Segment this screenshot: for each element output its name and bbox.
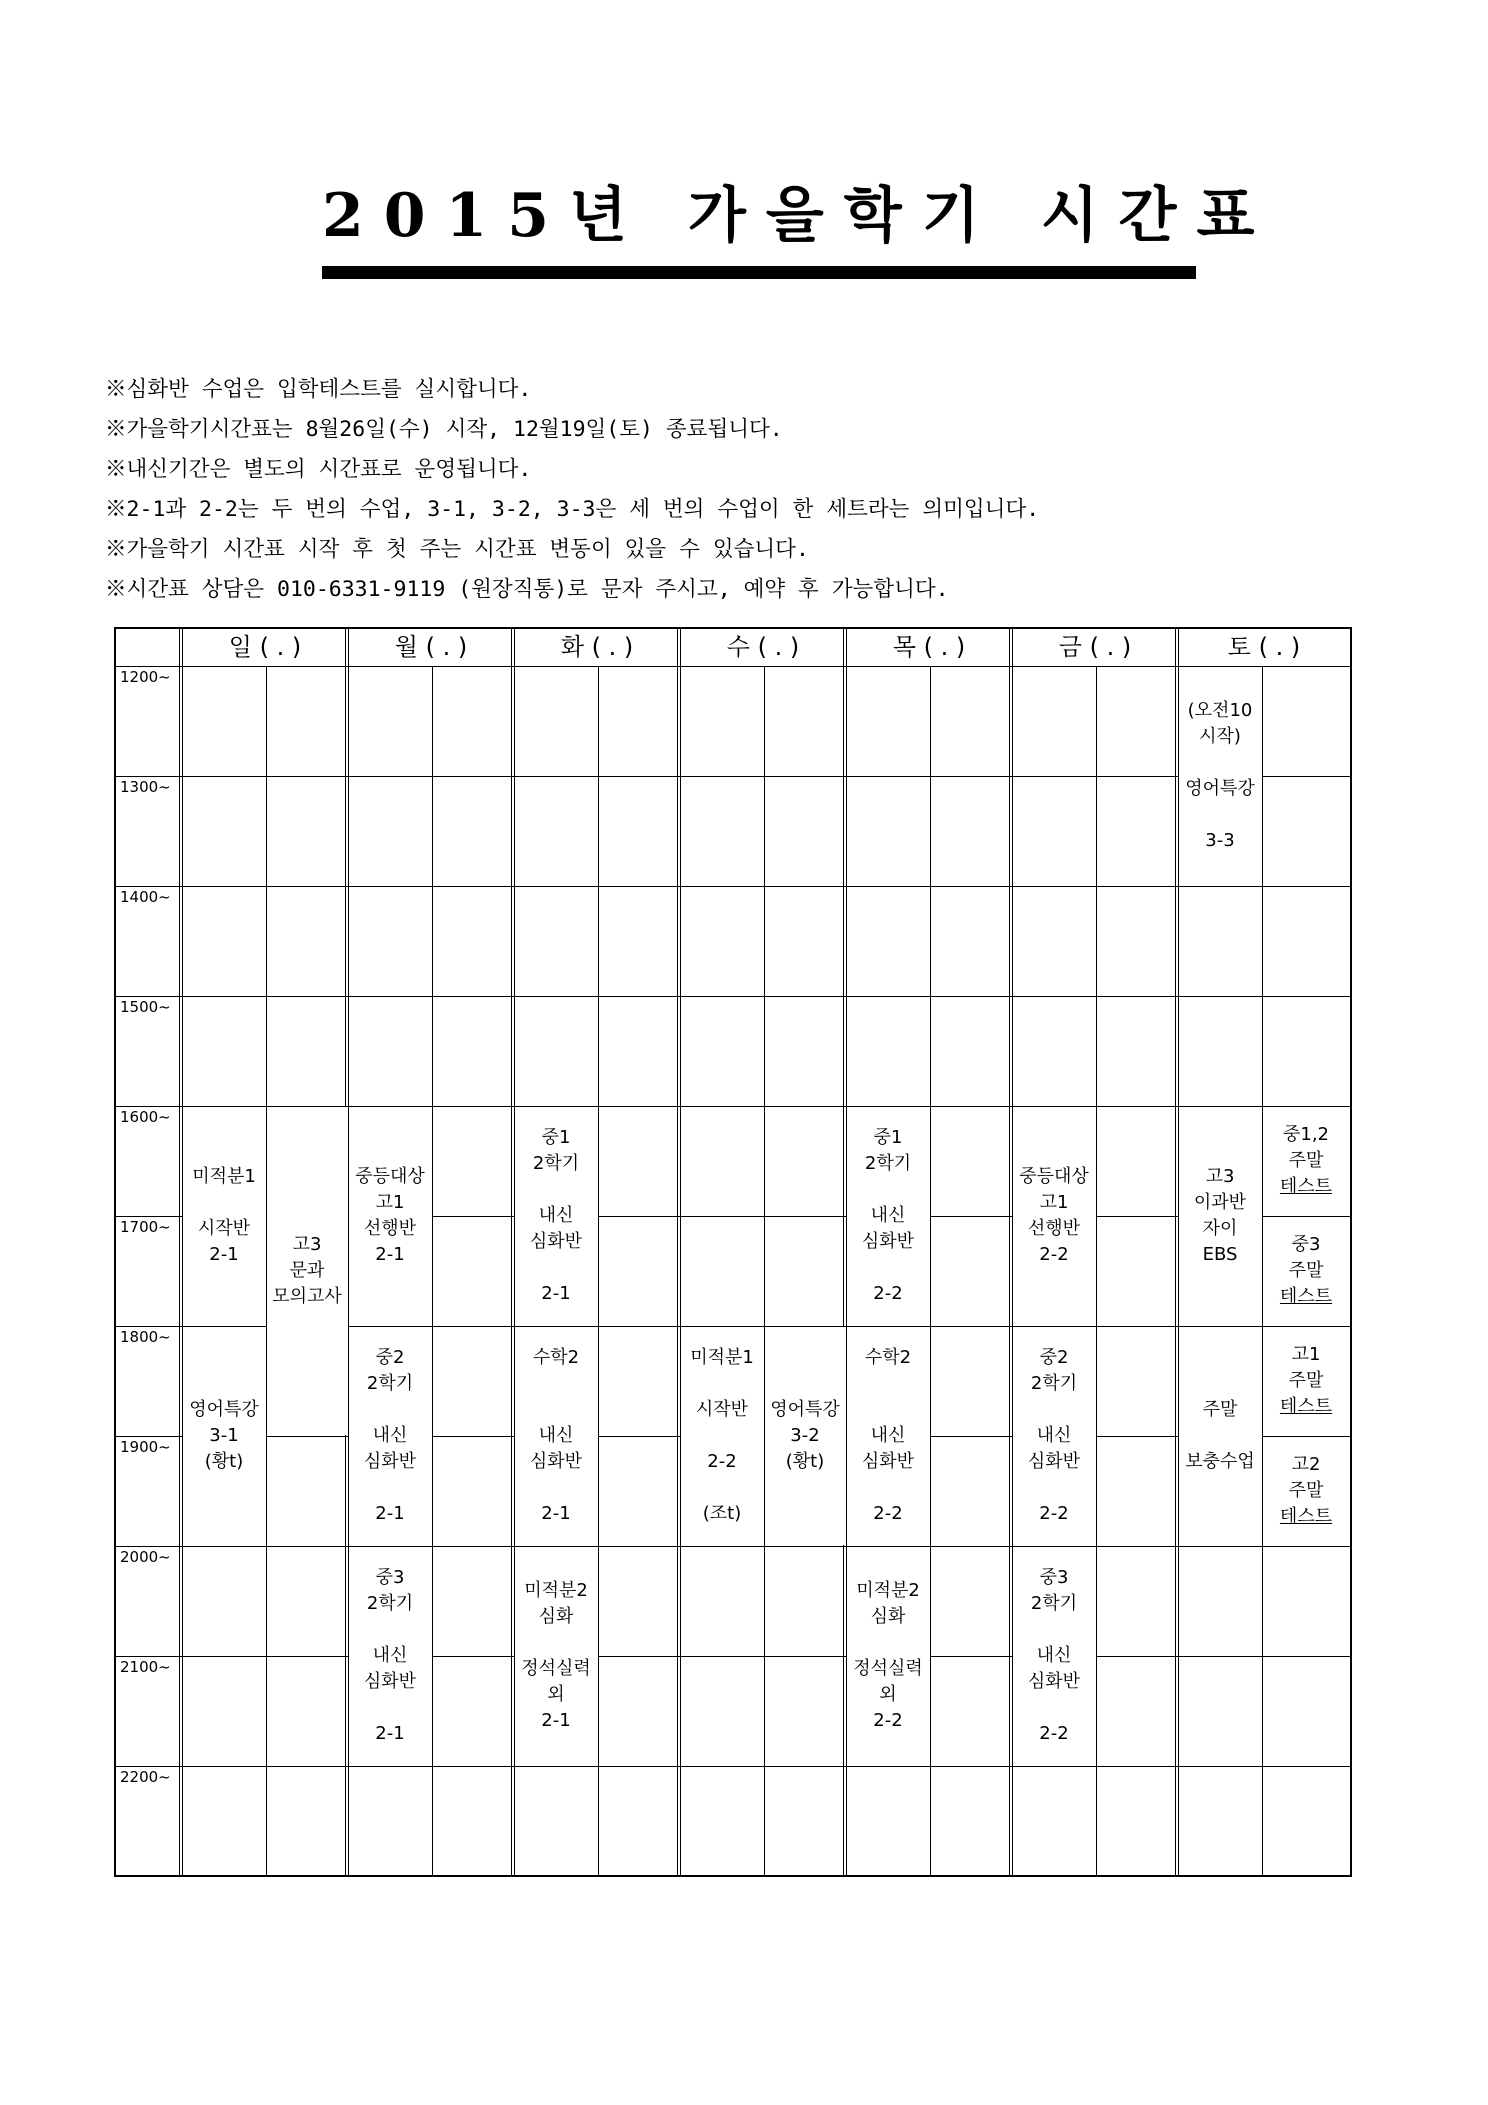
class-text: 2학기 xyxy=(532,1153,580,1174)
class-cell xyxy=(1263,1437,1349,1545)
sub-column-divider xyxy=(1096,666,1097,1875)
class-text xyxy=(553,1475,559,1501)
class-text: 2-1 xyxy=(375,1244,405,1265)
class-cell xyxy=(1013,1327,1095,1545)
class-text: 심화반 xyxy=(363,1451,417,1472)
row-divider xyxy=(930,1106,1012,1107)
row-divider xyxy=(598,1546,680,1547)
title-underline xyxy=(322,266,1196,279)
class-text: 2학기 xyxy=(366,1593,414,1614)
class-text xyxy=(387,1695,393,1721)
row-divider xyxy=(182,776,266,777)
class-text: 2-1 xyxy=(541,1710,571,1731)
row-divider xyxy=(116,1436,182,1437)
day-header: 일 ( . ) xyxy=(228,633,302,661)
row-divider xyxy=(680,776,764,777)
row-divider xyxy=(764,776,846,777)
class-text: 2-2 xyxy=(1039,1503,1069,1524)
class-text: 문과 xyxy=(289,1260,325,1281)
class-cell xyxy=(1263,1327,1349,1435)
class-text: 2-1 xyxy=(375,1723,405,1744)
row-divider xyxy=(432,1656,514,1657)
day-column-divider xyxy=(1175,629,1176,1875)
class-cell xyxy=(349,1547,431,1765)
row-divider xyxy=(680,886,764,887)
class-text: 심화반 xyxy=(1027,1451,1081,1472)
class-text: 중1 xyxy=(541,1127,571,1148)
class-text: 2-2 xyxy=(873,1283,903,1304)
row-divider xyxy=(598,1656,680,1657)
row-divider xyxy=(432,776,514,777)
class-cell xyxy=(765,1327,845,1545)
class-text: 모의고사 xyxy=(272,1286,342,1307)
row-divider xyxy=(930,1766,1012,1767)
row-divider xyxy=(846,886,930,887)
class-text: 수학2 xyxy=(532,1347,580,1368)
class-text: 정석실력 xyxy=(853,1658,923,1679)
row-divider xyxy=(514,776,598,777)
row-divider xyxy=(930,996,1012,997)
class-text xyxy=(719,1475,725,1501)
row-divider xyxy=(266,1656,348,1657)
class-cell xyxy=(515,1547,597,1765)
row-divider xyxy=(1178,1546,1262,1547)
class-cell xyxy=(267,1107,347,1435)
class-text xyxy=(1051,1695,1057,1721)
class-text: 심화반 xyxy=(529,1231,583,1252)
row-divider xyxy=(116,1766,182,1767)
class-text xyxy=(1217,750,1223,776)
row-divider xyxy=(266,1766,348,1767)
row-divider xyxy=(348,886,432,887)
class-text: 이과반 xyxy=(1193,1192,1247,1213)
class-text: 심화반 xyxy=(861,1231,915,1252)
row-divider xyxy=(432,1766,514,1767)
row-divider xyxy=(1262,1546,1350,1547)
class-cell xyxy=(681,1327,763,1545)
class-text: 중1,2 xyxy=(1282,1124,1329,1145)
class-cell xyxy=(1013,1547,1095,1765)
day-column-divider xyxy=(511,629,512,1875)
class-text: 고2 xyxy=(1291,1454,1321,1475)
class-text: (황t) xyxy=(204,1451,244,1472)
class-text: 미적분1 xyxy=(690,1347,754,1368)
row-divider xyxy=(680,1656,764,1657)
class-text: 심화반 xyxy=(861,1451,915,1472)
day-column-divider xyxy=(1009,629,1010,1875)
class-text: (황t) xyxy=(785,1451,825,1472)
class-text: 테스트 xyxy=(1279,1396,1333,1417)
class-text: 2-1 xyxy=(209,1244,239,1265)
row-divider xyxy=(930,1436,1012,1437)
class-text: 중2 xyxy=(1039,1347,1069,1368)
row-divider xyxy=(1012,1766,1096,1767)
time-label: 1600~ xyxy=(120,1108,171,1126)
notice-item: ※시간표 상담은 010-6331-9119 (원장직통)로 문자 주시고, 예약 후 가능합니다. xyxy=(105,577,949,602)
row-divider xyxy=(182,1656,266,1657)
row-divider xyxy=(182,1546,266,1547)
class-text: 고3 xyxy=(1205,1166,1235,1187)
class-text: 정석실력 xyxy=(521,1658,591,1679)
class-text: (조t) xyxy=(702,1503,742,1524)
row-divider xyxy=(764,1216,846,1217)
row-divider xyxy=(116,996,182,997)
row-divider xyxy=(432,1106,514,1107)
row-divider xyxy=(598,776,680,777)
class-cell xyxy=(1263,1217,1349,1325)
row-divider xyxy=(266,776,348,777)
row-divider xyxy=(432,1326,514,1327)
row-divider xyxy=(348,996,432,997)
class-cell xyxy=(515,1107,597,1325)
class-text xyxy=(221,1190,227,1216)
row-divider xyxy=(930,886,1012,887)
class-cell xyxy=(349,1107,431,1325)
class-text: 3-3 xyxy=(1205,830,1235,851)
notice-item: ※2-1과 2-2는 두 번의 수업, 3-1, 3-2, 3-3은 세 번의 수업이 한 세트라는 의미입니다. xyxy=(105,497,1040,522)
class-cell xyxy=(183,1107,265,1325)
row-divider xyxy=(514,886,598,887)
row-divider xyxy=(1178,1766,1262,1767)
time-label: 1400~ xyxy=(120,888,171,906)
day-column-divider xyxy=(680,629,681,1875)
time-label: 1300~ xyxy=(120,778,171,796)
class-text xyxy=(1217,802,1223,828)
class-text xyxy=(885,1397,891,1423)
class-cell xyxy=(1179,1107,1261,1325)
notice-item: ※심화반 수업은 입학테스트를 실시합니다. xyxy=(105,377,532,402)
sub-column-divider xyxy=(598,666,599,1875)
time-label: 1800~ xyxy=(120,1328,171,1346)
class-text: 3-1 xyxy=(209,1425,239,1446)
class-text: 2학기 xyxy=(1030,1373,1078,1394)
row-divider xyxy=(930,1326,1012,1327)
row-divider xyxy=(514,996,598,997)
class-text: 내신 xyxy=(372,1425,408,1446)
time-label: 2100~ xyxy=(120,1658,171,1676)
row-divider xyxy=(116,886,182,887)
timetable xyxy=(114,627,1352,1877)
row-divider xyxy=(182,886,266,887)
class-text: 고1 xyxy=(1291,1344,1321,1365)
day-header: 금 ( . ) xyxy=(1058,633,1132,661)
row-divider xyxy=(930,776,1012,777)
row-divider xyxy=(764,886,846,887)
row-divider xyxy=(266,996,348,997)
class-text: 중3 xyxy=(1039,1567,1069,1588)
row-divider xyxy=(598,1436,680,1437)
class-text: 심화 xyxy=(870,1606,906,1627)
row-divider xyxy=(1096,1326,1178,1327)
class-text: 2-2 xyxy=(873,1710,903,1731)
row-divider xyxy=(598,886,680,887)
row-divider xyxy=(930,1656,1012,1657)
row-divider xyxy=(1012,886,1096,887)
row-divider xyxy=(182,1766,266,1767)
day-header: 토 ( . ) xyxy=(1227,633,1301,661)
class-text xyxy=(387,1617,393,1643)
class-text: 주말 xyxy=(1288,1480,1324,1501)
row-divider xyxy=(598,1326,680,1327)
notice-list xyxy=(105,370,1305,610)
class-cell xyxy=(847,1547,929,1765)
class-text: 선행반 xyxy=(363,1218,417,1239)
class-text: 테스트 xyxy=(1279,1506,1333,1527)
row-divider xyxy=(598,1106,680,1107)
sub-column-divider xyxy=(764,666,765,1875)
page-title: 2015년 가을학기 시간표 xyxy=(322,181,1275,251)
day-header: 월 ( . ) xyxy=(394,633,468,661)
row-divider xyxy=(1178,1656,1262,1657)
row-divider xyxy=(846,996,930,997)
class-text: 영어특강 xyxy=(1185,778,1255,799)
class-text: 2-2 xyxy=(1039,1723,1069,1744)
row-divider xyxy=(514,1766,598,1767)
class-text: 내신 xyxy=(870,1205,906,1226)
class-text: 2-1 xyxy=(541,1283,571,1304)
class-text: 고1 xyxy=(1039,1192,1069,1213)
row-divider xyxy=(432,996,514,997)
row-divider xyxy=(1096,1436,1178,1437)
class-text xyxy=(719,1371,725,1397)
class-text xyxy=(1051,1617,1057,1643)
class-text: 2-2 xyxy=(1039,1244,1069,1265)
class-text: 내신 xyxy=(1036,1645,1072,1666)
class-text: 중등대상 xyxy=(1019,1166,1089,1187)
class-text: 내신 xyxy=(538,1205,574,1226)
class-text: 심화 xyxy=(538,1606,574,1627)
class-text: 고3 xyxy=(292,1234,322,1255)
class-text: 중2 xyxy=(375,1347,405,1368)
class-text: 중등대상 xyxy=(355,1166,425,1187)
row-divider xyxy=(116,1106,182,1107)
class-cell xyxy=(1013,1107,1095,1325)
class-text: 영어특강 xyxy=(189,1399,259,1420)
row-divider xyxy=(348,1766,432,1767)
notice-item: ※가을학기 시간표 시작 후 첫 주는 시간표 변동이 있을 수 있습니다. xyxy=(105,537,809,562)
row-divider xyxy=(1262,776,1350,777)
class-text xyxy=(553,1371,559,1397)
row-divider xyxy=(1096,1216,1178,1217)
class-text: 고1 xyxy=(375,1192,405,1213)
class-text: 내신 xyxy=(538,1425,574,1446)
row-divider xyxy=(266,1546,348,1547)
class-text: 내신 xyxy=(1036,1425,1072,1446)
row-divider xyxy=(1178,886,1262,887)
class-text: 미적분2 xyxy=(856,1580,920,1601)
day-header: 수 ( . ) xyxy=(726,633,800,661)
class-text xyxy=(553,1177,559,1203)
row-divider xyxy=(1262,1766,1350,1767)
day-header: 목 ( . ) xyxy=(892,633,966,661)
row-divider xyxy=(432,1546,514,1547)
row-divider xyxy=(1096,996,1178,997)
class-text: 주말 xyxy=(1202,1399,1238,1420)
class-text: 시작반 xyxy=(197,1218,251,1239)
time-column-divider xyxy=(179,629,180,1875)
row-divider xyxy=(846,776,930,777)
sub-column-divider xyxy=(930,666,931,1875)
class-text xyxy=(885,1630,891,1656)
class-text: 미적분2 xyxy=(524,1580,588,1601)
class-text: 심화반 xyxy=(529,1451,583,1472)
class-text: 중1 xyxy=(873,1127,903,1148)
notice-item: ※가을학기시간표는 8월26일(수) 시작, 12월19일(토) 종료됩니다. xyxy=(105,417,783,442)
class-text: 미적분1 xyxy=(192,1166,256,1187)
class-cell xyxy=(515,1327,597,1545)
row-divider xyxy=(432,1216,514,1217)
row-divider xyxy=(116,1216,182,1217)
row-divider xyxy=(348,776,432,777)
class-text: 시작) xyxy=(1199,726,1241,747)
class-text: 주말 xyxy=(1288,1370,1324,1391)
class-text: 선행반 xyxy=(1027,1218,1081,1239)
time-label: 1700~ xyxy=(120,1218,171,1236)
row-divider xyxy=(1262,996,1350,997)
class-text xyxy=(719,1423,725,1449)
class-cell xyxy=(183,1327,265,1545)
row-divider xyxy=(1096,1106,1178,1107)
row-divider xyxy=(846,1766,930,1767)
class-cell xyxy=(847,1327,929,1545)
row-divider xyxy=(680,1766,764,1767)
class-text: 3-2 xyxy=(790,1425,820,1446)
time-label: 2000~ xyxy=(120,1548,171,1566)
class-cell xyxy=(847,1107,929,1325)
class-text: 내신 xyxy=(372,1645,408,1666)
row-divider xyxy=(1096,886,1178,887)
class-cell xyxy=(1179,1327,1261,1545)
class-text: 심화반 xyxy=(363,1671,417,1692)
class-text: 보충수업 xyxy=(1185,1451,1255,1472)
row-divider xyxy=(680,996,764,997)
class-text: 중3 xyxy=(1291,1234,1321,1255)
row-divider xyxy=(1096,1766,1178,1767)
class-text: EBS xyxy=(1202,1244,1238,1265)
row-divider xyxy=(432,1436,514,1437)
day-header: 화 ( . ) xyxy=(560,633,634,661)
class-text: 심화반 xyxy=(1027,1671,1081,1692)
row-divider xyxy=(680,1216,764,1217)
time-label: 1200~ xyxy=(120,668,171,686)
row-divider xyxy=(1096,776,1178,777)
row-divider xyxy=(680,1106,764,1107)
row-divider xyxy=(598,996,680,997)
row-divider xyxy=(598,1216,680,1217)
row-divider xyxy=(266,1436,348,1437)
row-divider xyxy=(1096,1546,1178,1547)
day-column-divider xyxy=(677,629,678,1875)
class-text xyxy=(553,1630,559,1656)
class-text: 2-2 xyxy=(873,1503,903,1524)
class-text: 수학2 xyxy=(864,1347,912,1368)
class-text: 테스트 xyxy=(1279,1286,1333,1307)
row-divider xyxy=(764,1106,846,1107)
row-divider xyxy=(1096,1656,1178,1657)
row-divider xyxy=(930,1546,1012,1547)
header-divider xyxy=(116,666,1350,667)
class-text: 영어특강 xyxy=(770,1399,840,1420)
class-text xyxy=(553,1255,559,1281)
row-divider xyxy=(764,996,846,997)
row-divider xyxy=(266,886,348,887)
class-text: 2학기 xyxy=(1030,1593,1078,1614)
class-text: 주말 xyxy=(1288,1150,1324,1171)
time-label: 1900~ xyxy=(120,1438,171,1456)
class-text xyxy=(1051,1397,1057,1423)
row-divider xyxy=(764,1766,846,1767)
class-text xyxy=(387,1475,393,1501)
day-column-divider xyxy=(843,629,844,1875)
class-text: 내신 xyxy=(870,1425,906,1446)
class-text: 2학기 xyxy=(366,1373,414,1394)
class-text: 테스트 xyxy=(1279,1176,1333,1197)
row-divider xyxy=(764,1546,846,1547)
class-text: 외 xyxy=(879,1684,897,1705)
class-text xyxy=(553,1397,559,1423)
class-text: 2-1 xyxy=(541,1503,571,1524)
row-divider xyxy=(116,1656,182,1657)
class-text: 2-1 xyxy=(375,1503,405,1524)
class-text: 외 xyxy=(547,1684,565,1705)
class-text xyxy=(885,1371,891,1397)
row-divider xyxy=(116,1326,182,1327)
row-divider xyxy=(116,1546,182,1547)
class-text xyxy=(1051,1475,1057,1501)
class-text: (오전10 xyxy=(1187,700,1253,721)
row-divider xyxy=(1262,886,1350,887)
row-divider xyxy=(1178,996,1262,997)
class-cell xyxy=(1263,1107,1349,1215)
row-divider xyxy=(598,1766,680,1767)
class-text xyxy=(1217,1423,1223,1449)
row-divider xyxy=(182,996,266,997)
row-divider xyxy=(680,1546,764,1547)
row-divider xyxy=(116,776,182,777)
notice-item: ※내신기간은 별도의 시간표로 운영됩니다. xyxy=(105,457,532,482)
class-text xyxy=(885,1475,891,1501)
class-text: 중3 xyxy=(375,1567,405,1588)
row-divider xyxy=(1012,776,1096,777)
class-text xyxy=(885,1177,891,1203)
row-divider xyxy=(1262,1656,1350,1657)
time-label: 1500~ xyxy=(120,998,171,1016)
row-divider xyxy=(1012,996,1096,997)
sub-column-divider xyxy=(432,666,433,1875)
class-text: 시작반 xyxy=(695,1399,749,1420)
row-divider xyxy=(930,1216,1012,1217)
class-text xyxy=(885,1255,891,1281)
class-text: 2-2 xyxy=(707,1451,737,1472)
time-label: 2200~ xyxy=(120,1768,171,1786)
row-divider xyxy=(764,1656,846,1657)
class-cell xyxy=(1179,667,1261,885)
class-cell xyxy=(349,1327,431,1545)
class-text xyxy=(387,1397,393,1423)
class-text: 주말 xyxy=(1288,1260,1324,1281)
row-divider xyxy=(432,886,514,887)
class-text: 자이 xyxy=(1202,1218,1238,1239)
class-text: 2학기 xyxy=(864,1153,912,1174)
